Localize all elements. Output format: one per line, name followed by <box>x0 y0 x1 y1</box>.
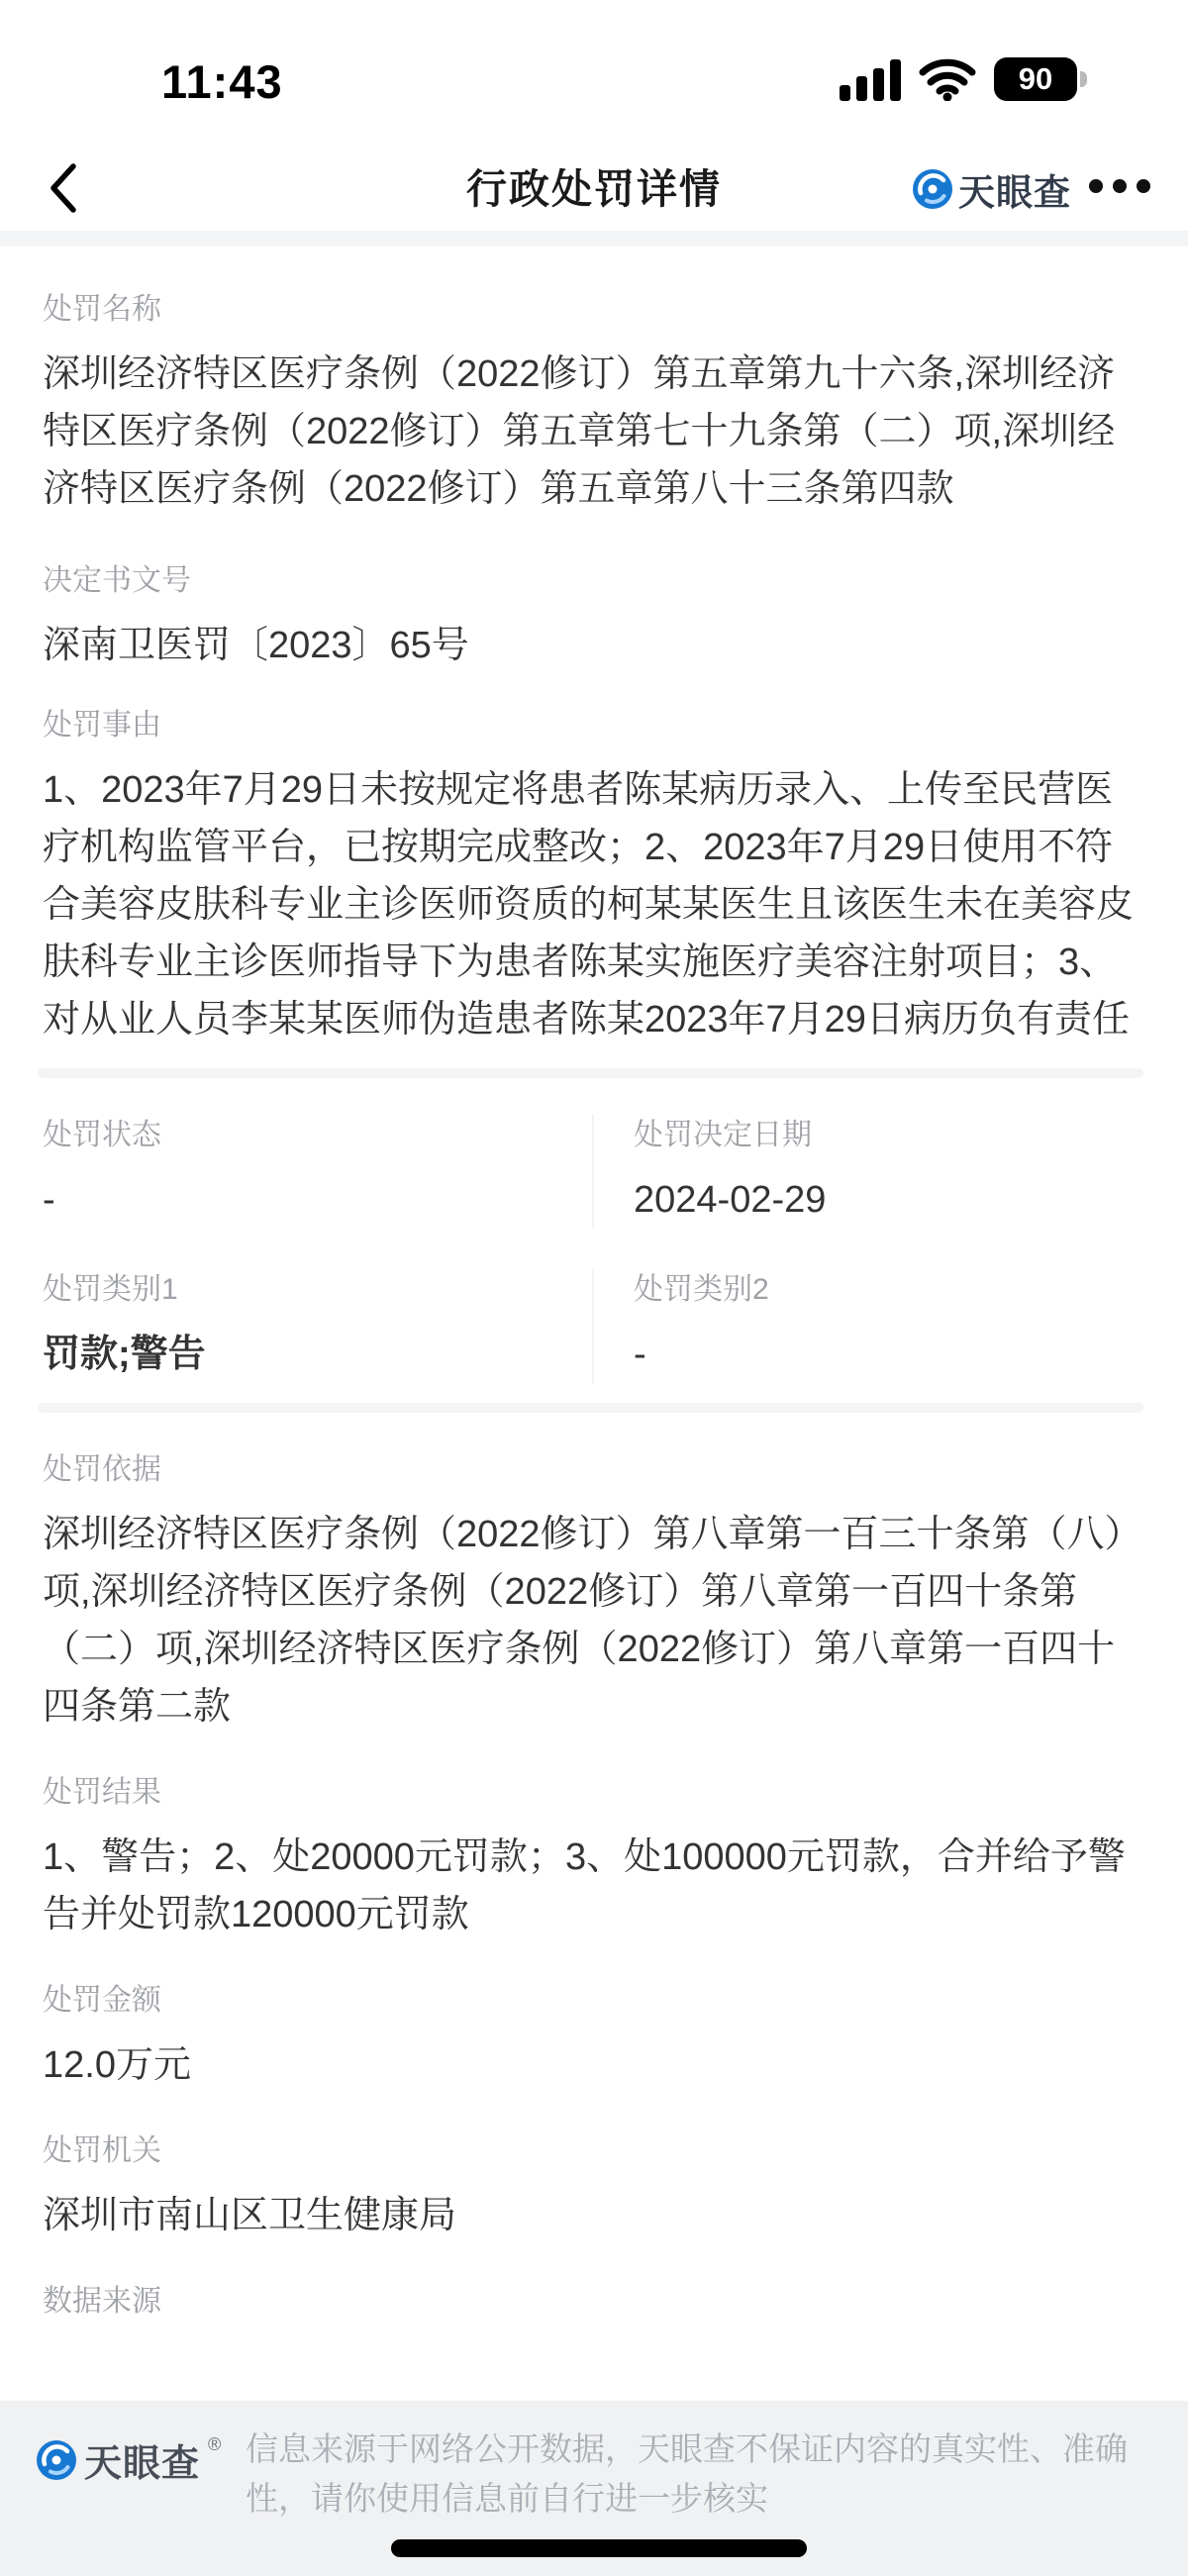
field-penalty-status <box>43 1114 592 1229</box>
field-penalty-amount <box>43 1979 1143 2094</box>
header-separator <box>0 231 1188 247</box>
field-label: 处罚状态 <box>43 1119 161 1151</box>
field-value: 1、警告；2、处20000元罚款；3、处100000元罚款，合并给予警告并处罚款120000元罚款 <box>43 1836 1126 1935</box>
field-data-source <box>43 2280 1143 2324</box>
field-label: 处罚类别2 <box>634 1273 769 1306</box>
field-label: 决定书文号 <box>43 564 191 597</box>
field-value: 罚款;警告 <box>43 1334 206 1375</box>
field-label: 处罚依据 <box>43 1453 161 1486</box>
grid-row-categories <box>43 1268 1143 1383</box>
status-icons <box>840 55 1089 101</box>
field-penalty-category-1 <box>43 1268 592 1383</box>
more-menu-button[interactable] <box>1089 166 1150 206</box>
cellular-signal-icon <box>840 59 901 101</box>
home-indicator[interactable] <box>391 2539 807 2557</box>
field-penalty-category-2 <box>592 1268 1143 1383</box>
disclaimer-text: 信息来源于网络公开数据，天眼查不保证内容的真实性、准确性，请你使用信息前自行进一步核实 <box>246 2430 1128 2517</box>
field-value: - <box>43 1179 55 1221</box>
grid-row-status-date <box>43 1114 1143 1229</box>
field-value: 12.0万元 <box>43 2044 191 2086</box>
footer-brand <box>37 2432 221 2487</box>
battery-level: 90 <box>994 57 1077 101</box>
field-penalty-basis <box>43 1448 1143 1735</box>
field-value: 深圳经济特区医疗条例（2022修订）第五章第九十六条,深圳经济特区医疗条例（2022修订）第五章第七十九条第（二）项,深圳经济特区医疗条例（2022修订）第五章第八十三条第四款 <box>43 353 1116 510</box>
tianyancha-logo-icon <box>37 2440 76 2480</box>
field-penalty-reason <box>43 704 1143 1048</box>
section-divider <box>38 1068 1143 1078</box>
field-label: 处罚决定日期 <box>634 1119 812 1151</box>
status-bar <box>0 0 1188 149</box>
field-label: 处罚事由 <box>43 709 161 742</box>
field-label: 处罚结果 <box>43 1776 161 1809</box>
field-label: 数据来源 <box>43 2285 161 2318</box>
field-decision-date <box>592 1114 1143 1229</box>
field-value: 深圳市南山区卫生健康局 <box>43 2195 457 2236</box>
field-penalty-result <box>43 1771 1143 1943</box>
clock: 11:43 <box>161 55 283 108</box>
brand-name: 天眼查 <box>84 2443 201 2485</box>
field-decision-doc-number <box>43 559 1143 674</box>
field-label: 处罚名称 <box>43 293 161 326</box>
brand-name: 天眼查 <box>958 172 1071 213</box>
field-penalty-authority <box>43 2130 1143 2244</box>
field-label: 处罚机关 <box>43 2134 161 2167</box>
registered-mark: ® <box>208 2434 222 2454</box>
penalty-detail-content <box>43 247 1143 2324</box>
field-value: 2024-02-29 <box>634 1179 827 1221</box>
section-divider <box>38 1403 1143 1413</box>
field-label: 处罚类别1 <box>43 1273 178 1306</box>
wifi-icon <box>919 57 976 101</box>
field-value: 深南卫医罚〔2023〕65号 <box>43 625 469 666</box>
field-label: 处罚金额 <box>43 1984 161 2017</box>
field-value: - <box>634 1334 646 1375</box>
field-penalty-name <box>43 288 1143 518</box>
brand-watermark <box>913 162 1071 216</box>
page-title: 行政处罚详情 <box>466 166 722 212</box>
tianyancha-logo-icon <box>913 169 952 209</box>
battery-icon <box>994 57 1089 101</box>
field-value: 1、2023年7月29日未按规定将患者陈某病历录入、上传至民营医疗机构监管平台，已按期完成整改；2、2023年7月29日使用不符合美容皮肤科专业主诊医师资质的柯某某医生且该医生未在美容皮肤科专业主诊医师指导下为患者陈某实施医疗美容注射项目；3、对从业人员李某某医师伪造患者陈某2023年7月29日病历负有责任 <box>43 769 1135 1040</box>
field-value: 深圳经济特区医疗条例（2022修订）第八章第一百三十条第（八）项,深圳经济特区医疗条例（2022修订）第八章第一百四十条第（二）项,深圳经济特区医疗条例（2022修订）第八章第一百四十四条第二款 <box>43 1514 1142 1728</box>
nav-bar <box>0 149 1188 231</box>
